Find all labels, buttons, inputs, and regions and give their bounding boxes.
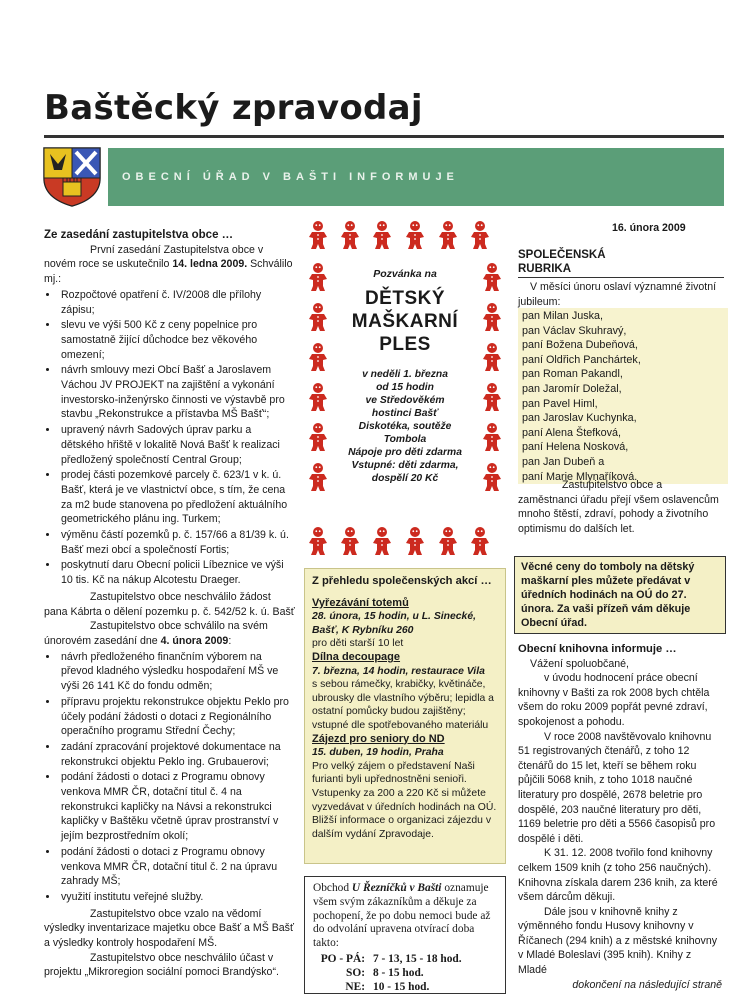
- divider: [518, 277, 724, 278]
- gingerbread-icon: [470, 220, 490, 250]
- council-article: [44, 228, 296, 980]
- invitation-details: [338, 368, 472, 485]
- council-heading: Ze zasedání zastupitelstva obce …: [44, 229, 234, 241]
- invitation-detail-line: Nápoje pro děti zdarma: [348, 447, 462, 458]
- gingerbread-icon: [482, 302, 502, 332]
- list-item: paní Božena Dubeňová,: [522, 339, 638, 352]
- resolutions-list-1: [44, 288, 296, 588]
- invitation-title-line: MAŠKARNÍ: [351, 311, 459, 332]
- invitation-title-line: PLES: [379, 334, 431, 355]
- social-heading-line: RUBRIKA: [518, 263, 572, 275]
- wishes-text: Zastupitelstvo obce a zaměstnanci úřadu přejí všem oslavencům mnoho štěstí, zdraví, pohody a životního optimismu do dalších let.: [518, 479, 719, 535]
- list-item: • podání žádosti o dotaci z Programu obnovy venkova MMR ČR, dotační titul č. 2 na úpravu zahrady MŠ;: [59, 845, 296, 889]
- list-item: pan Jan Dubeň a: [522, 455, 605, 468]
- gingerbread-icon: [372, 526, 392, 556]
- coat-of-arms-logo: [36, 140, 108, 208]
- opening-hours-table: [313, 953, 462, 994]
- gingerbread-icon: [308, 262, 328, 292]
- list-item: • prodej části pozemkové parcely č. 623/1 v k. ú. Bašť, která je ve vlastnictví obce, s tím, že cena za m2 bude stanovena po předložení aktuálního geometrického plánu ing. Turkem;: [59, 468, 296, 527]
- list-item: • poskytnutí daru Obecní policii Líbeznice ve výši 10 tis. Kč na nákup Alcotestu Draeger.: [59, 558, 296, 587]
- list-item: pan Milan Juska,: [522, 310, 604, 322]
- hours-days: SO:: [346, 966, 365, 979]
- hours-time: 10 - 15 hod.: [373, 980, 430, 993]
- gingerbread-icon: [340, 526, 360, 556]
- hours-days: NE:: [345, 980, 365, 993]
- gingerbread-icon: [308, 302, 328, 332]
- list-item: • upravený návrh Sadových úprav parku a dětského hřiště v lokalitě Nová Bašť k realizaci předložený společností Central Group;: [59, 423, 296, 467]
- list-item: • návrh předloženého finančním výborem na převod kladného výsledku hospodaření MŠ ve výši 26 141 Kč do fondu odměn;: [59, 650, 296, 694]
- invitation-title: [338, 287, 472, 356]
- event-when: 15. duben, 19 hodin, Praha: [312, 747, 444, 759]
- jubilee-names-list: [522, 309, 641, 484]
- hours-time: 8 - 15 hod.: [373, 966, 424, 979]
- invitation-detail-line: Diskotéka, soutěže: [358, 421, 452, 432]
- invitation-intro: Pozvánka na: [373, 268, 437, 280]
- list-item: paní Oldřich Panchártek,: [522, 353, 641, 366]
- list-item: • přípravu projektu rekonstrukce objektu Peklo pro účely podání žádosti o dotaci z Regionálního operačního programu Střední Čechy;: [59, 695, 296, 739]
- library-heading: Obecní knihovna informuje …: [518, 643, 677, 655]
- social-heading: [518, 248, 606, 276]
- gingerbread-icon: [308, 220, 328, 250]
- gingerbread-icon: [482, 342, 502, 372]
- list-item: paní Alena Štefková,: [522, 426, 622, 439]
- shop-hours-box: [304, 876, 506, 994]
- events-box: [304, 568, 506, 864]
- library-paragraph: K 31. 12. 2008 tvořilo fond knihovny celkem 1509 knih (z toho 256 naučných). Knihovna získala darem 236 knih, za které všem dárcům děkuji.: [518, 847, 718, 904]
- list-item: • zadání zpracování projektové dokumentace na rekonstrukci objektu Peklo ing. Grubauerovi;: [59, 740, 296, 769]
- council-february-text: Zastupitelstvo obce schválilo na svém únorovém zasedání dne: [44, 620, 268, 647]
- banner-text: OBECNÍ ÚŘAD V BAŠTI INFORMUJE: [122, 171, 459, 183]
- gingerbread-icon: [482, 462, 502, 492]
- gingerbread-icon: [482, 382, 502, 412]
- invitation-title-line: DĚTSKÝ: [364, 288, 446, 309]
- library-article: [518, 642, 722, 992]
- hours-time: 7 - 13, 15 - 18 hod.: [373, 952, 462, 965]
- shop-notice-text: Obchod: [313, 882, 352, 894]
- council-intro-date: 14. ledna 2009.: [172, 258, 248, 271]
- issue-date: 16. února 2009: [612, 222, 686, 234]
- gingerbread-icon: [308, 462, 328, 492]
- invitation-detail-line: ve Středověkém: [365, 395, 445, 406]
- library-greeting: Vážení spoluobčané,: [530, 657, 629, 670]
- gingerbread-icon: [308, 342, 328, 372]
- invitation-text: [338, 254, 472, 524]
- list-item: • využití institutu veřejné služby.: [59, 890, 296, 905]
- tombola-text: Věcné ceny do tomboly na dětský maškarní ples můžete předávat v úředních hodinách na OÚ do 27. února. Za vaši přízeň vám děkuje Obecní úřad.: [521, 561, 695, 629]
- event-when: 7. března, 14 hodin, restaurace Vila: [312, 665, 485, 677]
- event-title: Vyřezávání totemů: [312, 596, 409, 609]
- gingerbread-icon: [482, 422, 502, 452]
- event-note: Pro velký zájem o představení Naši furianti byli upřednostněni senioři. Vstupenky za 200 a 220 Kč si můžete vyzvedávat v úředních hodinách na OÚ. Bližší informace o organizaci zájezdu v dalším vydání Zpravodaje.: [312, 760, 497, 840]
- event-note: s sebou rámečky, krabičky, květináče, ubrousky dle vlastního výběru; lepidla a ostatní pomůcky budou zajištěny; vstupné dle spotřebovaného materiálu: [312, 679, 494, 731]
- social-wishes: [518, 478, 724, 536]
- gingerbread-icon: [405, 220, 425, 250]
- council-intro-tail: Schválilo mj.:: [44, 258, 293, 286]
- council-february: [44, 619, 296, 648]
- gingerbread-icon: [438, 526, 458, 556]
- library-paragraph: Dále jsou v knihovně knihy z výměnného fondu Husovy knihovny v Říčanech (294 knih) a z městské knihovny v Mladé Boleslavi (395 knih). Knihy z Mladé: [518, 905, 718, 977]
- gingerbread-icon: [438, 220, 458, 250]
- shop-notice-tail: oznamuje všem svým zákazníkům a děkuje za pochopení, že po dobu nemoci bude až do odvolání upravena otvírací doba takto:: [313, 882, 491, 950]
- invitation-detail-line: v neděli 1. března: [362, 369, 448, 380]
- event-title: Zájezd pro seniory do ND: [312, 732, 445, 745]
- list-item: pan Václav Skuhravý,: [522, 324, 627, 337]
- list-item: • slevu ve výši 500 Kč z ceny popelnice pro samostatně žijící důchodce bez věkového omezení;: [59, 318, 296, 362]
- event-title: Dílna decoupage: [312, 650, 401, 663]
- social-intro: [518, 280, 722, 309]
- gingerbread-icon: [482, 262, 502, 292]
- resolutions-list-2: [44, 650, 296, 905]
- list-item: pan Jaroslav Kuchynka,: [522, 412, 637, 425]
- event-note: pro děti starší 10 let: [312, 638, 404, 650]
- council-intro-text: První zasedání Zastupitelstva obce v novém roce se uskutečnilo: [44, 243, 264, 271]
- list-item: • návrh smlouvy mezi Obcí Bašť a Jaroslavem Váchou JV PROJEKT na zajištění a vykonání investorsko-inženýrsko činnosti ve výstavbě pro stavbu „Rekonstrukce a přístavba MŠ Bašť“;: [59, 363, 296, 422]
- list-item: paní Helena Nosková,: [522, 441, 629, 454]
- list-item: • Rozpočtové opatření č. IV/2008 dle přílohy zápisu;: [59, 288, 296, 317]
- shop-notice: [313, 882, 497, 951]
- gingerbread-icon: [308, 526, 328, 556]
- library-paragraph: v úvodu hodnocení práce obecní knihovny v Bašti za rok 2008 bych chtěla všem do roku 2009 popřát pevné zdraví, spokojenost a pohodu.: [518, 672, 710, 728]
- carnival-invitation-poster: [302, 216, 508, 560]
- council-paragraph: Zastupitelstvo obce vzalo na vědomí výsledky inventarizace majetku obce Bašť a MŠ Bašť a výsledky kontroly hospodaření MŠ.: [44, 907, 294, 950]
- gingerbread-icon: [372, 220, 392, 250]
- council-intro: [44, 243, 296, 287]
- list-item: pan Pavel Himl,: [522, 397, 598, 410]
- list-item: paní Marie Mlynaříková.: [522, 470, 638, 483]
- council-february-tail: :: [228, 634, 232, 647]
- invitation-detail-line: dospělí 20 Kč: [371, 473, 439, 484]
- header-banner: [108, 148, 724, 206]
- list-item: pan Jaromír Doležal,: [522, 382, 622, 395]
- invitation-detail-line: Tombola: [383, 434, 427, 445]
- list-item: • výměnu částí pozemků p. č. 157/66 a 81/39 k. ú. Bašť mezi obcí a společností Fortis;: [59, 528, 296, 557]
- gingerbread-icon: [470, 526, 490, 556]
- invitation-detail-line: hostinci Bašť: [371, 408, 439, 419]
- table-row: [313, 967, 462, 981]
- newsletter-title: Baštěcký zpravodaj: [44, 88, 423, 128]
- council-february-date: 4. února 2009: [160, 634, 229, 647]
- tombola-notice: [514, 556, 726, 634]
- council-paragraph: Zastupitelstvo obce neschválilo žádost pana Kábrta o dělení pozemku p. č. 542/52 k. ú. Bašť: [44, 590, 295, 618]
- library-paragraph: V roce 2008 navštěvovalo knihovnu 51 registrovaných čtenářů, z toho 12 čtenářů do 15 let, kteří se během roku půjčili 5068 knih, z toho 1018 naučné literatury pro dospělé, 2678 beletrie pro dospělé, 203 naučné literatury pro děti, 1169 beletrie pro děti a 5566 časopisů pro dospělé i děti.: [518, 730, 716, 845]
- shop-name: U Řezníčků v Bašti: [351, 882, 442, 894]
- gingerbread-icon: [405, 526, 425, 556]
- social-intro-text: V měsíci únoru oslaví významné životní jubileum:: [518, 281, 717, 308]
- council-paragraph: Zastupitelstvo obce neschválilo účast v projektu „Mikroregion sociální pomoci Brandýsko“.: [44, 951, 279, 979]
- continued-note: dokončení na následující straně: [572, 978, 722, 991]
- events-heading: Z přehledu společenských akcí …: [312, 575, 492, 587]
- gingerbread-icon: [308, 382, 328, 412]
- hours-days: PO - PÁ:: [320, 952, 365, 965]
- invitation-detail-line: Vstupné: děti zdarma,: [351, 460, 459, 471]
- gingerbread-icon: [340, 220, 360, 250]
- gingerbread-icon: [308, 422, 328, 452]
- event-when: 28. února, 15 hodin, u L. Sinecké, Bašť, K Rybníku 260: [312, 611, 476, 636]
- list-item: pan Roman Pakandl,: [522, 368, 623, 381]
- social-heading-line: SPOLEČENSKÁ: [518, 249, 606, 261]
- title-rule: [44, 135, 724, 138]
- invitation-detail-line: od 15 hodin: [376, 382, 434, 393]
- list-item: • podání žádosti o dotaci z Programu obnovy venkova MMR ČR, dotační titul č. 4 na rekonstrukci kapličky na Návsi a rekonstrukci kapličky v Baštěku včetně úprav prostranství v jejím bezprostředním okolí;: [59, 770, 296, 844]
- table-row: [313, 953, 462, 967]
- table-row: [313, 981, 462, 995]
